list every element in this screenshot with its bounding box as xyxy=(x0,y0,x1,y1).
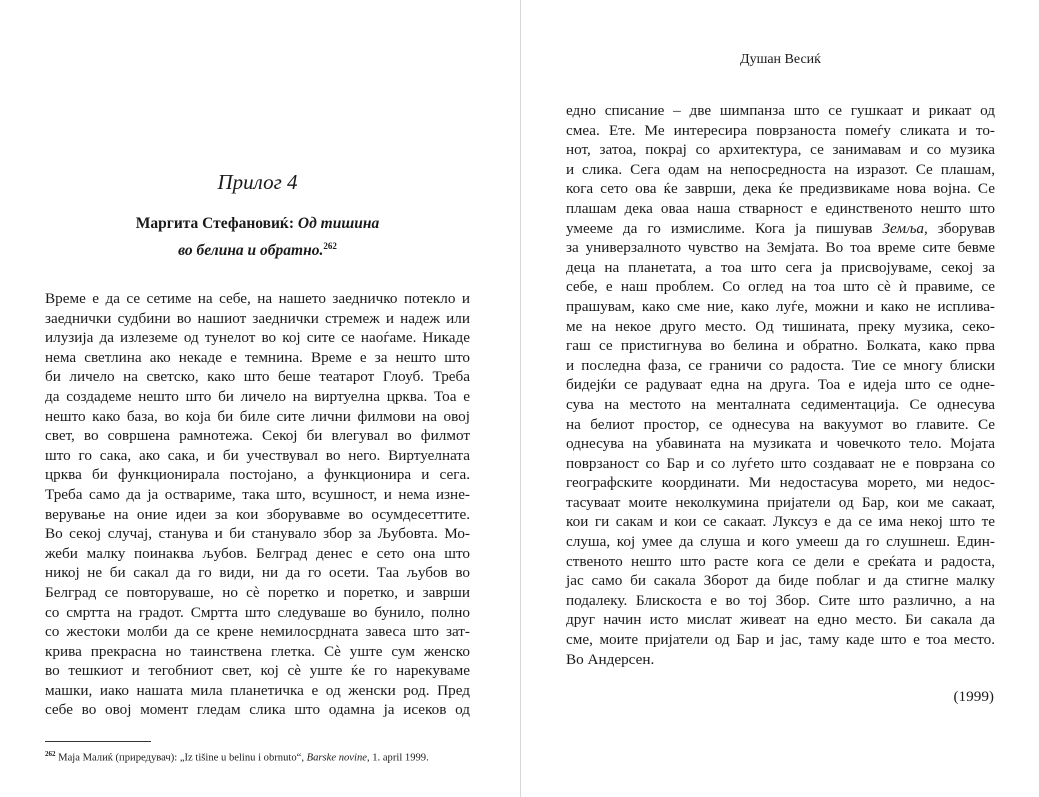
text-line: сува на местото на менталната седиментација. Се однесува xyxy=(566,395,995,413)
text-line: црква би функционирала постојано, а функционира и сега. xyxy=(45,466,470,484)
text-line: сме, моите пријатели од Бар и јас, таму каде што е тоа место. xyxy=(566,631,995,649)
page-gutter xyxy=(520,0,521,797)
text-line: никој не би сакал да го види, ни да го осети. Таа љубов во xyxy=(45,564,470,582)
text-line: однесува на убавината на музиката и човечкото тело. Мојата xyxy=(566,435,995,453)
footnote-text-end: , 1. april 1999. xyxy=(366,752,429,764)
text-line: на белиот простор, се однесува на вакуумот во главите. Се xyxy=(566,415,995,433)
text-line: свет, во совршена рамнотежа. Секој би влегувал во филмот xyxy=(45,427,470,445)
text-line: за универзалното чувство на Земјата. Во тоа време сите бевме xyxy=(566,239,995,257)
text-line: јас само би сакала Зборот да биде поблаг и да стигне малку xyxy=(566,572,995,590)
left-body-text xyxy=(45,289,470,720)
text-line: прашувам, како сме ние, како луѓе, можни и како не исплива- xyxy=(566,297,995,315)
text-line: деца на планетата, а тоа што сега ја присвојуваме, секој за xyxy=(566,258,995,276)
text-line: со смртта на градот. Смртта што следуваше во бунило, полно xyxy=(45,603,470,621)
text-line: кои ги сакам и кои се сакаат. Луксуз е да се има некој што те xyxy=(566,513,995,531)
right-page xyxy=(522,0,1039,797)
text-line: Време е да се сетиме на себе, на нашето заедничко потекло и xyxy=(45,290,470,307)
article-title-part1: Од тишина xyxy=(297,215,380,232)
text-line: Треба само да ја оствариме, така што, всушност, и нема изне- xyxy=(45,485,470,503)
footnote xyxy=(45,747,485,766)
running-head: Душан Весиќ xyxy=(740,52,821,67)
text-line: тасуваат моите неколкумина пријатели од Бар, кои ме сакаат, xyxy=(566,493,995,511)
text-line: плашам дека оваа наша стварност е единственото нешто што xyxy=(566,199,995,217)
text-line: географските координати. Ми недостасува морето, ми недос- xyxy=(566,474,995,492)
footnote-source: Barske novine xyxy=(306,752,367,764)
text-line: себе, е наш проблем. Со оглед на тоа што сè ѝ правиме, се xyxy=(566,278,995,296)
right-body-text xyxy=(566,101,995,669)
text-line: слуша, кој умее да слуша и кого умееш да го слушнеш. Един- xyxy=(566,533,995,551)
article-title-part2: во белина и обратно. xyxy=(178,242,324,260)
text-line: гаш се пристигнува во белина и обратно. Болката, како прва xyxy=(566,337,995,355)
text-line: Во секој случај, станува и би станувало збор за Љубовта. Мо- xyxy=(45,525,470,543)
article-author: Маргита Стефановиќ: xyxy=(135,215,298,232)
text-line: друг начин исто мислат живеат на едно место. Би сакала да xyxy=(566,611,995,629)
text-line: и последна фаза, се граничи со радоста. Тие се многу блиски xyxy=(566,356,995,374)
appendix-title: Прилог 4 xyxy=(217,170,298,194)
text-line: подалеку. Блискоста е во тој Збор. Сите што различно, а на xyxy=(566,591,995,609)
text-line: кога сето ова ќе заврши, дека ќе предизвикаме нова војна. Се xyxy=(566,180,995,198)
text-line: машки, иако нашата мила планетичка е од женски род. Пред xyxy=(45,681,470,699)
text-line: и слика. Сега одам на непосредноста на изразот. Се плашам, xyxy=(566,160,995,178)
text-line: да создадеме нешто што би личело на виртуелна црква. Тоа е xyxy=(45,387,470,405)
footnote-number: 262 xyxy=(45,750,56,758)
text-line: крива прекрасна но таинствена глетка. Сè уште сум женско xyxy=(45,642,470,660)
text-line: верување на оние идеи за кои зборувавме во осумдесеттите. xyxy=(45,505,470,523)
text-line: жеби малку поинаква љубов. Белград денес е сето она што xyxy=(45,544,470,562)
text-line: што го сака, ако сака, и би учествувал во него. Виртуелната xyxy=(45,446,470,464)
text-line: ме на некое друго место. Од тишината, преку музика, секо- xyxy=(566,317,995,335)
text-line: Белград се повторуваше, но сè поретко и поретко, и заврши xyxy=(45,583,470,601)
text-line: ственото нешто што расте кога се дели е среќата и радоста, xyxy=(566,552,995,570)
text-line: поврзаност со Бар и со луѓето што создаваат не е поврзана со xyxy=(566,454,995,472)
text-line: со жестоки молби да се крене немилосрдната завеса што зат- xyxy=(45,623,470,641)
footnote-text-start: Маја Малиќ (приредувач): „Iz tišine u belinu i obrnuto“, xyxy=(55,752,307,764)
text-line: нема светлина ако некаде е темнина. Време е за нешто што xyxy=(45,348,470,366)
text-line: во тешкиот и тегобниот свет, кој сè уште ќе го нарекуваме xyxy=(45,662,470,680)
footnote-divider xyxy=(45,741,151,742)
text-line: смеа. Ете. Ме интересира поврзаноста помеѓу сликата и то- xyxy=(566,121,995,139)
date-line: (1999) xyxy=(953,688,994,705)
text-line: нот, затоа, покрај со архитектура, се занимавам и со музика xyxy=(566,141,995,159)
text-line: илузија да излеземе од тунелот во кој сите се наоѓаме. Никаде xyxy=(45,329,470,347)
text-line: умееме да го измислиме. Кога ја пишував Земља, зборував xyxy=(566,219,995,237)
footnote-reference[interactable]: 262 xyxy=(323,241,337,251)
text-line: нешто како база, во која би биле сите лични филмови на овој xyxy=(45,407,470,425)
article-title xyxy=(70,213,445,262)
text-line: себе во овој момент гледам слика што одамна ја исеков од xyxy=(45,701,470,719)
text-line: заеднички судбини во нашиот заеднички стремеж и надеж или xyxy=(45,309,470,327)
text-line: Во Андерсен. xyxy=(566,650,655,668)
text-line: бидејќи се радуваат една на друга. Тоа е идеја што се однe- xyxy=(566,376,995,394)
text-line: едно списание – две шимпанза што се гушкаат и рикаат од xyxy=(566,102,995,119)
text-line: би личело на светско, како што беше театарот Глоуб. Треба xyxy=(45,368,470,386)
